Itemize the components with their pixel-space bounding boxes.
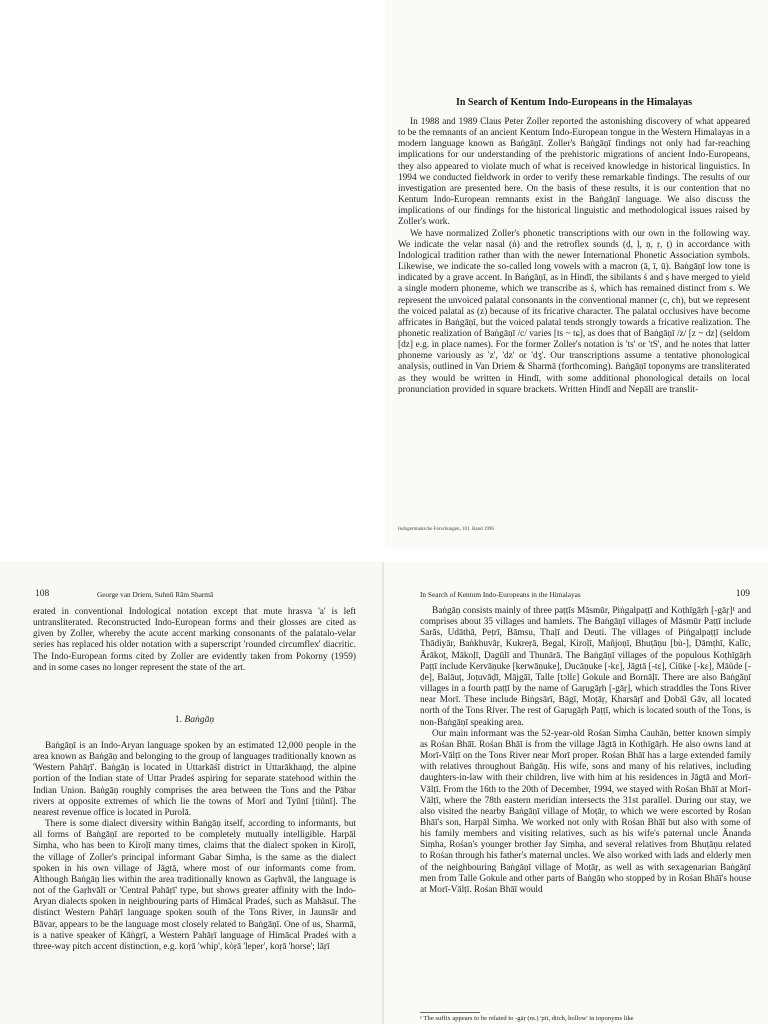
paragraph: We have normalized Zoller's phonetic transcriptions with our own in the following way. We indicate the velar nasal (ṅ) and the retroflex sounds (ḍ, ḷ, ṇ, ṛ, ṭ) in accordance with Indological tradition rather than with the newer International Phonetic Association symbols. Likewise, we indicate the so-called long vowels with a macron (ā, ī, ū). Baṅgāṇī low tone is indicated by a grave accent. In Baṅgāṇī, as in Hindī, the sibilants ś and ṣ have merged to yield a single modern phoneme, which we transcribe as ś, which has remained distinct from s. We represent the unvoiced palatal consonants in the conventional manner (c, ch), but we represent the voiced palatal as (z) because of its fricative character. The palatal occlusives have become affricates in Baṅgāṇī, but the voiced palatal tends strongly towards a fricative realization. The phonetic realization of Baṅgāṇī /c/ varies [ts ~ tɕ], as does that of Baṅgāṇī /z/ [z ~ dz] (seldom [dz] e.g. in place names). For the former Zoller's notation is 'ts' or 'tS', and he notes that latter phoneme variously as 'z', 'dz' or 'dʒ'. Our transcriptions assume a tentative phonological analysis, outlined in Van Driem & Sharmā (forthcoming). Baṅgāṇī toponyms are transliterated as they would be written in Hindī, with some additional phonological details on local pronunciation provided in square brackets. Written Hindī and Nepālī are translit- — [398, 228, 750, 395]
left-page-text — [33, 607, 356, 674]
blank-facing-page — [0, 0, 385, 548]
paragraph: There is some dialect diversity within Baṅgāṇ itself, according to informants, but all forms of Baṅgāṇī are reported to be completely mutually intelligible. Harpāl Siṃha, who has been to Kiroḷī many times, claims that the dialect spoken in Kiroḷī, the village of Zoller's principal informant Gabar Siṃha, is the same as the dialect spoken in his own village of Jāgtā, where most of our informants come from. Although Baṅgāṇ lies within the area traditionally known as Gaṛhvāl, the language is not of the Gaṛhvālī or 'Central Pahāṛī' type, but shows greater affinity with the Indo-Aryan dialects spoken in neighbouring parts of Himācal Pradeś, such as Mahāsuī. The distinct Western Pahāṛī language spoken south of the Tons River, in Jaunsār and Bāvar, appears to be the language most closely related to Baṅgāṇī. One of us, Sharmā, is a native speaker of Kāṅgṛī, a Western Pahāṛī language of Himācal Pradeś with a three-way pitch accent distinction, e.g. koṛā 'whip', kòṛā 'leper', koṛā 'horse'; lāṛī — [33, 819, 356, 952]
section-title: Baṅgāṇ — [184, 714, 215, 725]
paragraph: In 1988 and 1989 Claus Peter Zoller reported the astonishing discovery of what appeared to be the remnants of an ancient Kentum Indo-European tongue in the Western Himalayas in a modern language known as Baṅgāṇī. Zoller's Baṅgāṇī findings not only had far-reaching implications for our understanding of the prehistoric migrations of ancient Indo-Europeans, they also appeared to violate much of what is received knowledge in historical linguistics. In 1994 we conducted fieldwork in order to verify these remarkable findings. The results of our investigation are presented here. On the basis of these results, it is our contention that no Kentum Indo-European remnants exist in the Baṅgāṇī language. We also discuss the implications of our findings for the historical linguistic and methodological issues raised by Zoller's work. — [398, 117, 750, 228]
footnote-rule — [420, 1012, 480, 1013]
footnote: ¹ The suffix appears to be related to -gāṛ (m.) 'pit, ditch, hollow' in toponyms like — [420, 1015, 634, 1022]
book-spine — [382, 562, 384, 1024]
paragraph: Baṅgāṇ consists mainly of three paṭṭīs Māsmūr, Piṅgalpaṭṭī and Koṭhīgāṛh [-gāṛ]¹ and comprises about 35 villages and hamlets. The Baṅgāṇī villages of Māsmūr Paṭṭī include Sarās, Udāthā, Peṭrī, Bāmsu, Thaḷī and Deuti. The villages of Piṅgalpaṭṭī include Thādiyār, Baṅkhuvāṛ, Kukreṛā, Begal, Kiroḷī, Mañjoṇī, Bhuṭāṇu [bù-], Ḍāmṭhī, Kalīc, Ārākoṭ, Mākoḷī, Ḍagūlī and Thunārā. The Baṅgāṇī villages of the populous Koṭhīgāṛh Paṭṭī include Kervāṇuke [kerwāṇuke], Ducāṇuke [-kɛ], Jāgtā [-tɛ], Ciūke [-kɛ], Māũde [-ḍe], Balāuṭ, Joṭuvāḍī, Mājgāī, Talle [tɔllɛ] Gokule and Bornāḷī. There are also Baṅgāṇī villages in a fourth paṭṭī by the name of Gaṛugāṛh [-gāṛ], which straddles the Tons River near Morī. These include Biṅgsārī, Bāgī, Moṭāṛ, Kharsāṛī and Ḍobāl Gāv, all located north of the Tons River. The rest of Gaṛugāṛh Paṭṭī, which is located south of the Tons, is non-Baṅgāṇī speaking area. — [420, 606, 751, 728]
paragraph-continued: erated in conventional Indological notation except that mute hrasva 'a' is left untransliterated. Reconstructed Indo-European forms and their glosses are cited as given by Zoller, whereby the acute accent marking consonants of the palatalo-velar series has replaced his older notation with a superscript 'rounded circumflex' diacritic. The Indo-European forms cited by Zoller are evidently taken from Pokorny (1959) and in some cases no longer represent the state of the art. — [33, 607, 356, 673]
paragraph: Baṅgāṇī is an Indo-Aryan language spoken by an estimated 12,000 people in the area known as Baṅgāṇ and belonging to the group of languages traditionally known as 'Western Pahāṛī'. Baṅgāṇ is located in Uttarkāśī district in Uttarākhaṇḍ, the alpine portion of the Indian state of Uttar Pradeś aspiring for separate statehood within the Indian Union. Baṅgāṇ roughly comprises the area between the Tons and the Pābar rivers at opposite extremes of which lie the towns of Morī and Tyūnī [tiũnī]. The nearest revenue office is located in Purolā. — [33, 741, 356, 818]
running-head-title: In Search of Kentum Indo-Europeans in the Himalayas — [420, 590, 581, 599]
right-page-text — [420, 606, 751, 896]
paragraph: Our main informant was the 52-year-old Rośan Siṃha Cauhān, better known simply as Rośan Bhāī. Rośan Bhāī is from the village Jāgtā in Koṭhīgāṛh. He also owns land at Morī-Vālṭī on the Tons River near Morī proper. Rośan Bhāī has a large extended family with relatives throughout Baṅgāṇ. His wife, sons and many of his relatives, including daughters-in-law with their children, live with him at his residences in Jāgtā and Morī-Vālṭī. From the 16th to the 20th of December, 1994, we stayed with Rośan Bhāī at Morī-Vālṭī, where the 78th eastern meridian intersects the 31st parallel. During our stay, we also visited the nearby Baṅgāṇī village of Moṭāṛ, to which we were escorted by Rośan Bhāī's son, Harpāl Siṃha. We worked not only with Rośan Bhāī but also with some of his family members and visiting relatives, such as his wife's paternal uncle Ānanda Siṃha, Rośan's younger brother Jay Siṃha, and several relatives from Bhuṭāṇu related to Rośan through his father's maternal uncles. We also worked with lads and elderly men of the neighbouring Baṅgāṇī village of Moṭāṛ, as well as with sexagenarian Baṅgāṇī men from Talle Gokule and other parts of Baṅgāṇ who stopped by in Rośan Bhāī's house at Morī-Vālṭī. Rośan Bhāī would — [420, 728, 751, 895]
section-text — [33, 741, 356, 953]
intro-text — [398, 117, 750, 396]
page-number: 109 — [735, 589, 750, 599]
section-heading — [33, 714, 356, 725]
scan-gap — [0, 548, 768, 562]
page-number: 108 — [35, 589, 50, 599]
section-number: 1. — [174, 714, 182, 725]
journal-citation: Indogermanische Forschungen, 101. Band 1996 — [398, 527, 494, 532]
running-head-authors: George van Driem, Suhnū Rām Sharmā — [97, 590, 214, 599]
article-title: In Search of Kentum Indo-Europeans in the Himalayas — [455, 97, 693, 108]
